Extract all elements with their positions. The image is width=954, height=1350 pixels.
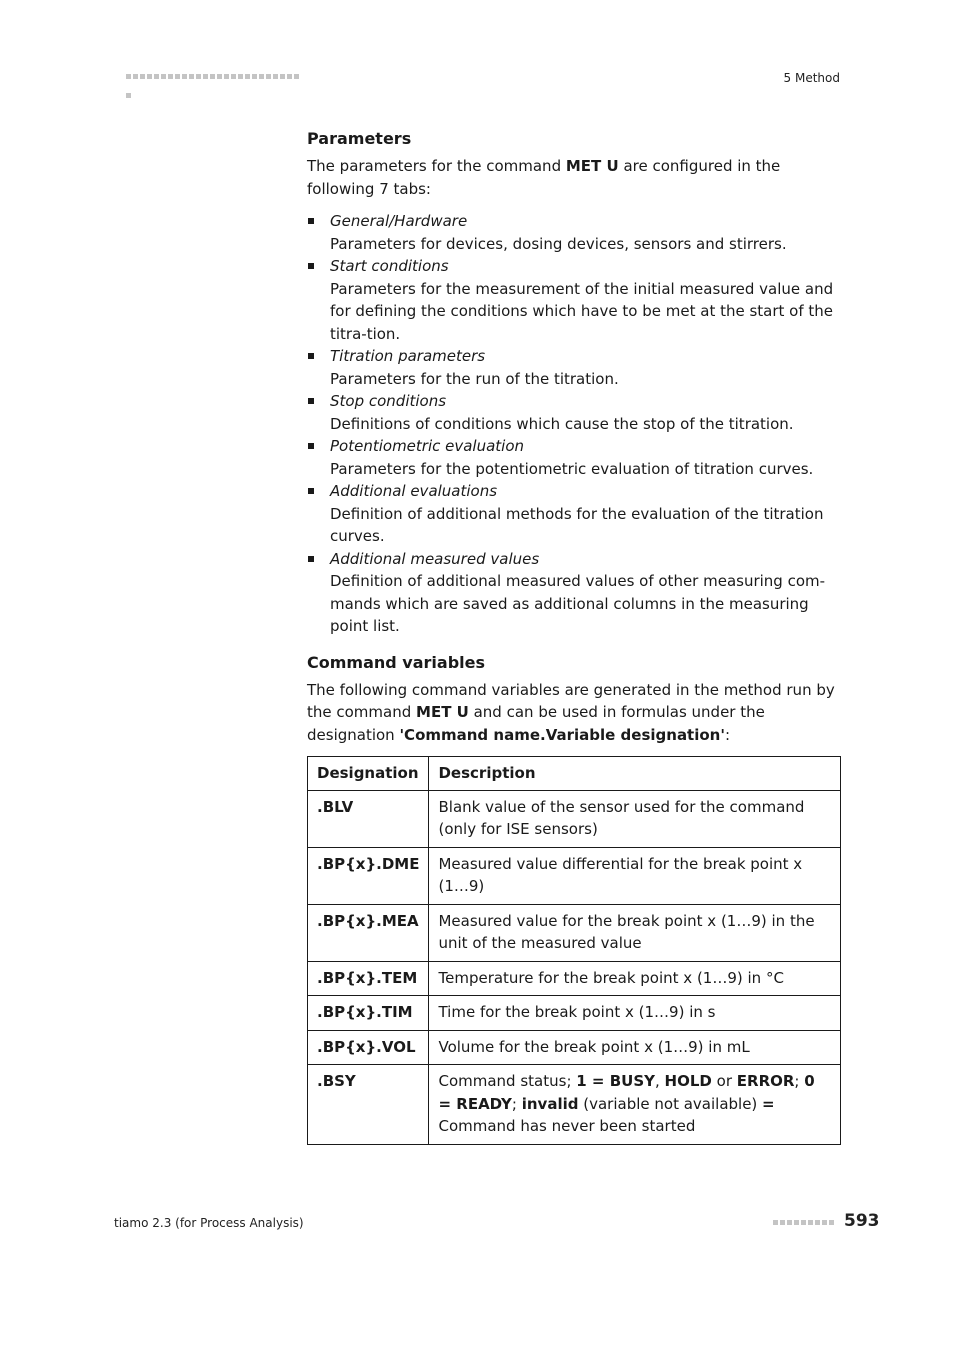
variable-name: .BP{x}.VOL	[308, 1030, 429, 1065]
list-item	[307, 255, 840, 345]
column-header-designation: Designation	[308, 757, 429, 791]
variable-name: .BP{x}.MEA	[308, 904, 429, 961]
variable-description: Blank value of the sensor used for the command (only for ISE sensors)	[429, 790, 841, 847]
variable-description: Measured value for the break point x (1…9) in the unit of the measured value	[429, 904, 841, 961]
table-row	[308, 847, 841, 904]
bullet-icon	[308, 353, 314, 359]
tab-description: Definition of additional methods for the evaluation of the titration curves.	[330, 504, 824, 545]
variable-description: Measured value differential for the break point x (1…9)	[429, 847, 841, 904]
tab-title: Additional measured values	[330, 549, 540, 568]
variable-description: Temperature for the break point x (1…9) in °C	[429, 961, 841, 996]
variable-name: .BP{x}.TIM	[308, 996, 429, 1031]
tab-title: Additional evaluations	[330, 482, 498, 500]
footer-decoration	[773, 1220, 843, 1228]
command-variables-table	[307, 756, 841, 1145]
command-variables-heading: Command variables	[307, 652, 485, 672]
variable-name: .BLV	[308, 790, 429, 847]
bullet-icon	[308, 218, 314, 224]
variable-name: .BP{x}.DME	[308, 847, 429, 904]
column-header-description: Description	[429, 757, 841, 791]
header-section-title: 5 Method	[783, 71, 840, 85]
tabs-list	[307, 210, 840, 638]
table-row	[308, 904, 841, 961]
variable-name: .BP{x}.TEM	[308, 961, 429, 996]
variable-description: Volume for the break point x (1…9) in mL	[429, 1030, 841, 1065]
tab-title: Stop conditions	[330, 392, 447, 410]
bullet-icon	[308, 398, 314, 404]
parameters-heading: Parameters	[307, 129, 412, 148]
tab-description: Parameters for the measurement of the initial measured value and for defining the conditions which have to be met at the start of the titra-tion.	[330, 279, 834, 343]
bullet-icon	[308, 488, 314, 494]
header-decoration	[126, 74, 306, 82]
table-row	[308, 996, 841, 1031]
tab-title: Potentiometric evaluation	[330, 437, 525, 455]
bullet-icon	[308, 263, 314, 269]
variable-description: Command status; 1 = BUSY, HOLD or ERROR; 0 = READY; invalid (variable not available) = Command has never been started	[429, 1065, 841, 1145]
bullet-icon	[308, 556, 314, 562]
list-item	[307, 435, 840, 480]
tab-description: Definition of additional measured values of other measuring com-mands which are saved as additional columns in the measuring point list.	[330, 572, 826, 635]
footer-product-name: tiamo 2.3 (for Process Analysis)	[114, 1216, 304, 1230]
list-item	[307, 548, 840, 638]
list-item	[307, 210, 840, 255]
table-row	[308, 1065, 841, 1145]
variable-description: Time for the break point x (1…9) in s	[429, 996, 841, 1031]
command-variables-intro: The following command variables are generated in the method run by the command MET U and can be used in formulas under the designation 'Command name.Variable designation':	[307, 680, 835, 744]
tab-title: Start conditions	[330, 257, 449, 275]
tab-description: Parameters for the run of the titration.	[330, 369, 619, 388]
tab-description: Parameters for the potentiometric evaluation of titration curves.	[330, 459, 814, 478]
tab-title: General/Hardware	[330, 212, 468, 230]
tab-description: Parameters for devices, dosing devices, sensors and stirrers.	[330, 234, 787, 253]
table-row	[308, 961, 841, 996]
table-header-row	[308, 757, 841, 791]
table-row	[308, 1030, 841, 1065]
tab-title: Titration parameters	[330, 347, 486, 365]
parameters-intro: The parameters for the command MET U are configured in the following 7 tabs:	[307, 157, 781, 198]
list-item	[307, 480, 840, 548]
main-content	[307, 128, 840, 1145]
bullet-icon	[308, 443, 314, 449]
table-row	[308, 790, 841, 847]
variable-name: .BSY	[308, 1065, 429, 1145]
list-item	[307, 390, 840, 435]
page-number: 593	[844, 1211, 880, 1231]
tab-description: Definitions of conditions which cause the stop of the titration.	[330, 414, 794, 433]
list-item	[307, 345, 840, 390]
